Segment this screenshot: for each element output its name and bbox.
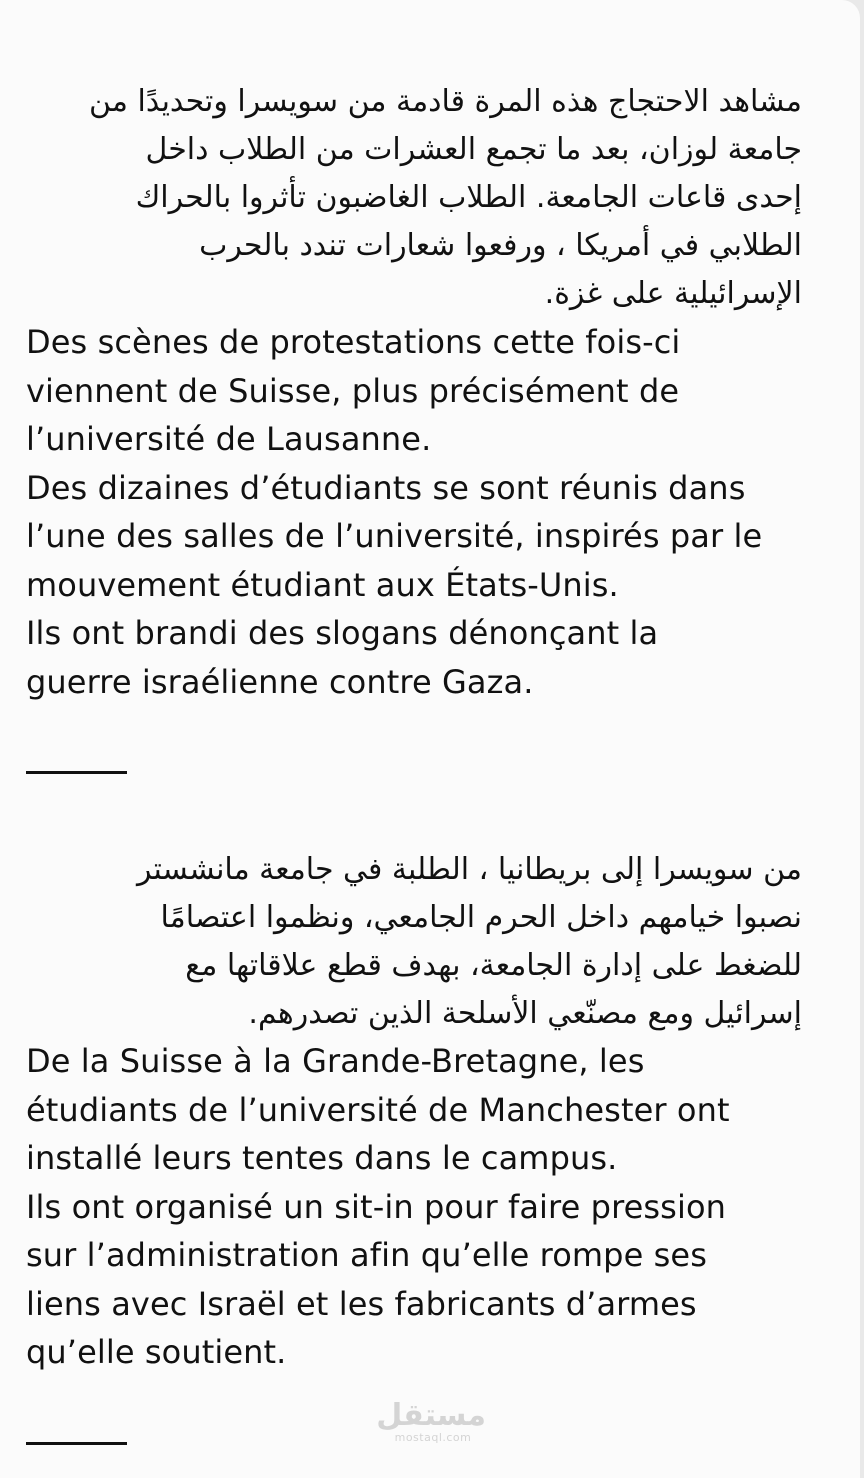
- french-paragraph-manchester: De la Suisse à la Grande-Bretagne, les étudiants de l’université de Manchester ont installé leurs tentes dans le campus. Ils ont organisé un sit-in pour faire pression sur l’administration afin qu’elle rompe ses liens avec Israël et les fabricants d’armes qu’elle soutient.: [26, 1042, 730, 1371]
- section-divider: [26, 771, 127, 774]
- section-divider-bottom: [26, 1442, 127, 1445]
- french-paragraph-lausanne: Des scènes de protestations cette fois-ci viennent de Suisse, plus précisément de l’université de Lausanne. Des dizaines d’étudiants se sont réunis dans l’une des salles de l’université, inspirés par le mouvement étudiant aux États-Unis. Ils ont brandi des slogans dénonçant la guerre israélienne contre Gaza.: [26, 323, 763, 701]
- arabic-paragraph-manchester: من سويسرا إلى بريطانيا ، الطلبة في جامعة مانشستر نصبوا خيامهم داخل الحرم الجامعي، ونظموا اعتصامًا للضغط على إدارة الجامعة، بهدف قطع علاقاتها مع إسرائيل ومع مصنّعي الأسلحة الذين تصدرهم.: [136, 852, 802, 1031]
- watermark-url: mostaql.com: [394, 1431, 472, 1444]
- watermark-arabic-logo: مستقل: [376, 1398, 486, 1433]
- mostaql-watermark: [376, 1398, 486, 1444]
- arabic-paragraph-lausanne: مشاهد الاحتجاج هذه المرة قادمة من سويسرا وتحديدًا من جامعة لوزان، بعد ما تجمع العشرات من الطلاب داخل إحدى قاعات الجامعة. الطلاب الغاضبون تأثروا بالحراك الطلابي في أمريكا ، ورفعوا شعارات تندد بالحرب الإسرائيلية على غزة.: [89, 84, 802, 311]
